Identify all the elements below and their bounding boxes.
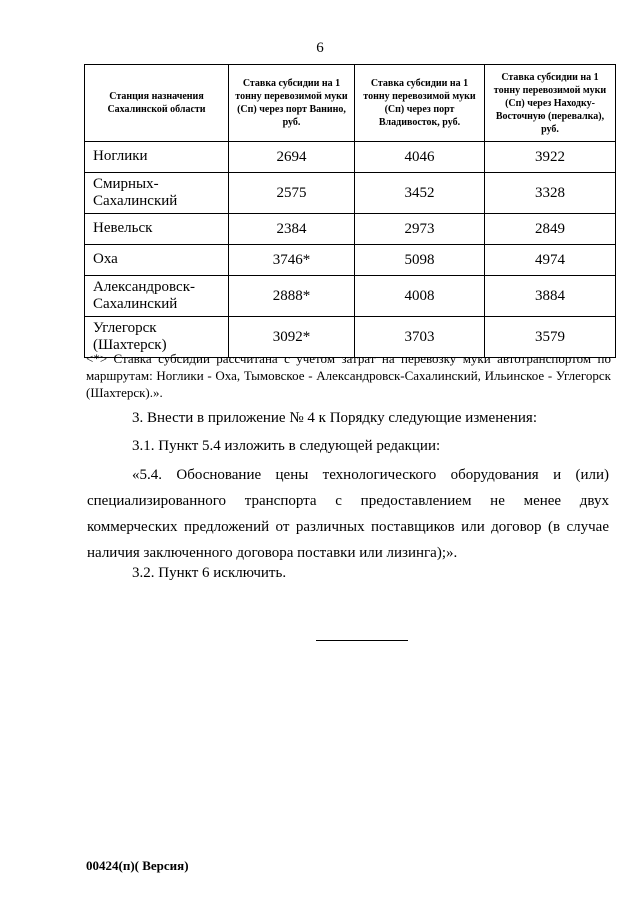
header-nakhodka: Ставка субсидии на 1 тонну перевозимой муки (Сп) через Находку-Восточную (перевалка), руб. <box>485 65 616 142</box>
vladivostok-rate-cell: 3703 <box>355 317 485 358</box>
nakhodka-rate-cell: 4974 <box>485 245 616 276</box>
nakhodka-rate-cell: 2849 <box>485 214 616 245</box>
subsidy-rates-table <box>84 64 616 358</box>
table-row <box>85 276 616 317</box>
vanino-rate-cell: 2694 <box>229 142 355 173</box>
table-row <box>85 142 616 173</box>
header-vanino: Ставка субсидии на 1 тонну перевозимой муки (Сп) через порт Ванино, руб. <box>229 65 355 142</box>
header-vladivostok: Ставка субсидии на 1 тонну перевозимой муки (Сп) через порт Владивосток, руб. <box>355 65 485 142</box>
table-row <box>85 214 616 245</box>
vanino-rate-cell: 2384 <box>229 214 355 245</box>
header-station: Станция назначения Сахалинской области <box>85 65 229 142</box>
paragraph-3-1: 3.1. Пункт 5.4 изложить в следующей редакции: <box>132 438 441 454</box>
station-cell: Невельск <box>85 214 229 245</box>
vanino-rate-cell: 2888* <box>229 276 355 317</box>
nakhodka-rate-cell: 3579 <box>485 317 616 358</box>
table-row <box>85 245 616 276</box>
vanino-rate-cell: 2575 <box>229 173 355 214</box>
vladivostok-rate-cell: 3452 <box>355 173 485 214</box>
document-code: 00424(п)( Версия) <box>86 858 189 873</box>
nakhodka-rate-cell: 3328 <box>485 173 616 214</box>
station-cell: Смирных-Сахалинский <box>85 173 229 214</box>
page-number: 6 <box>316 40 324 56</box>
paragraph-3: 3. Внести в приложение № 4 к Порядку следующие изменения: <box>132 410 537 426</box>
table-footnote: <*> Ставка субсидии рассчитана с учетом затрат на перевозку муки автотранспортом по маршрутам: Ноглики - Оха, Тымовское - Александровск-Сахалинский, Ильинское - Углегорск (Шахтерск).». <box>86 351 611 401</box>
table-row <box>85 173 616 214</box>
station-cell: Александровск-Сахалинский <box>85 276 229 317</box>
vanino-rate-cell: 3092* <box>229 317 355 358</box>
paragraph-5-4-text: «5.4. Обоснование цены технологического оборудования и (или) специализированного транспорта с предоставлением не менее двух коммерческих предложений от различных поставщиков или договор (в случае наличия заключенного договора поставки или лизинга);». <box>87 467 609 561</box>
vladivostok-rate-cell: 2973 <box>355 214 485 245</box>
station-cell: Ноглики <box>85 142 229 173</box>
station-cell: Углегорск (Шахтерск) <box>85 317 229 358</box>
nakhodka-rate-cell: 3922 <box>485 142 616 173</box>
table-header-row <box>85 65 616 142</box>
paragraph-3-2: 3.2. Пункт 6 исключить. <box>132 565 287 581</box>
station-cell: Оха <box>85 245 229 276</box>
vladivostok-rate-cell: 4046 <box>355 142 485 173</box>
vanino-rate-cell: 3746* <box>229 245 355 276</box>
vladivostok-rate-cell: 5098 <box>355 245 485 276</box>
nakhodka-rate-cell: 3884 <box>485 276 616 317</box>
vladivostok-rate-cell: 4008 <box>355 276 485 317</box>
closing-rule <box>316 640 408 641</box>
